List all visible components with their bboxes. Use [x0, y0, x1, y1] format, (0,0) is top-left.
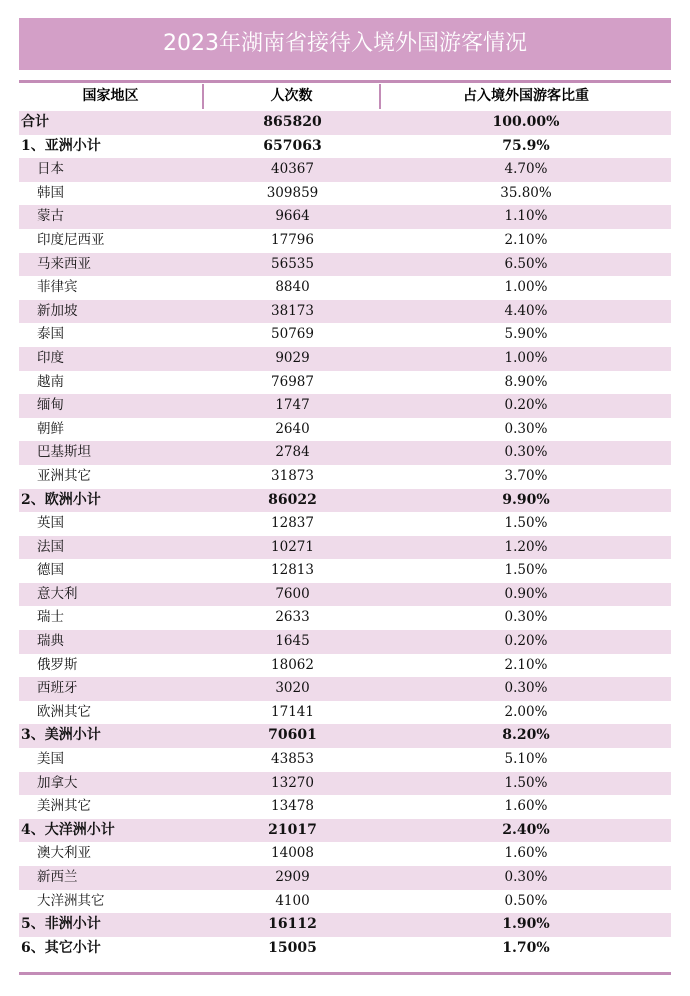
- country-cell: 6、其它小计: [21, 939, 101, 956]
- count-cell: 3020: [275, 680, 310, 697]
- table-row: [19, 276, 671, 300]
- bottom-rule: [19, 972, 671, 975]
- share-cell: 0.30%: [504, 869, 548, 885]
- share-cell: 75.9%: [502, 137, 550, 154]
- share-cell: 1.00%: [504, 279, 548, 296]
- country-cell: 新西兰: [37, 869, 78, 885]
- count-cell: 1747: [275, 397, 310, 414]
- header-count: 人次数: [204, 84, 381, 109]
- share-cell: 0.20%: [504, 633, 548, 650]
- subtotal-row: [19, 937, 671, 961]
- share-cell: 2.10%: [504, 656, 548, 673]
- count-cell: 4100: [275, 892, 310, 909]
- count-cell: 2633: [275, 609, 310, 626]
- country-cell: 大洋洲其它: [37, 892, 105, 909]
- country-cell: 印度: [37, 349, 64, 366]
- share-cell: 5.90%: [504, 326, 548, 343]
- share-cell: 4.40%: [504, 302, 548, 319]
- share-cell: 6.50%: [504, 255, 548, 272]
- table-row: [19, 842, 671, 866]
- table-row: [19, 347, 671, 371]
- table-row: [19, 606, 671, 630]
- share-cell: 1.70%: [502, 939, 550, 956]
- country-cell: 澳大利亚: [37, 845, 91, 862]
- table-row: [19, 583, 671, 607]
- country-cell: 蒙古: [37, 208, 64, 225]
- table-row: [19, 323, 671, 347]
- table-row: [19, 536, 671, 560]
- country-cell: 缅甸: [37, 397, 64, 414]
- page-title: 2023年湖南省接待入境外国游客情况: [19, 18, 671, 70]
- count-cell: 21017: [268, 821, 317, 838]
- country-cell: 巴基斯坦: [37, 444, 91, 461]
- table-row: [19, 205, 671, 229]
- share-cell: 35.80%: [500, 184, 552, 201]
- count-cell: 56535: [271, 255, 314, 272]
- table-row: [19, 441, 671, 465]
- table-body: [19, 111, 671, 960]
- total-row: [19, 111, 671, 135]
- share-cell: 3.70%: [504, 467, 548, 484]
- count-cell: 16112: [268, 916, 317, 933]
- country-cell: 俄罗斯: [37, 656, 78, 673]
- country-cell: 越南: [37, 373, 64, 390]
- count-cell: 9664: [275, 208, 310, 225]
- share-cell: 2.10%: [504, 231, 548, 248]
- country-cell: 意大利: [37, 585, 78, 602]
- share-cell: 4.70%: [504, 161, 548, 178]
- country-cell: 韩国: [37, 184, 64, 201]
- country-cell: 5、非洲小计: [21, 916, 101, 933]
- count-cell: 13270: [271, 774, 314, 791]
- table-row: [19, 748, 671, 772]
- table-row: [19, 253, 671, 277]
- share-cell: 1.20%: [504, 538, 548, 555]
- count-cell: 309859: [266, 184, 319, 201]
- country-cell: 1、亚洲小计: [21, 137, 101, 154]
- share-cell: 2.40%: [502, 821, 550, 838]
- count-cell: 12837: [271, 515, 314, 532]
- country-cell: 3、美洲小计: [21, 727, 101, 744]
- count-cell: 86022: [268, 491, 317, 508]
- table-row: [19, 795, 671, 819]
- country-cell: 2、欧洲小计: [21, 491, 101, 508]
- table-row: [19, 866, 671, 890]
- count-cell: 657063: [263, 137, 322, 154]
- header-share: 占入境外国游客比重: [463, 88, 589, 104]
- share-cell: 1.60%: [504, 798, 548, 815]
- share-cell: 1.10%: [504, 208, 548, 225]
- share-cell: 9.90%: [502, 491, 550, 508]
- share-cell: 1.50%: [504, 515, 548, 532]
- share-cell: 1.90%: [502, 916, 550, 933]
- subtotal-row: [19, 724, 671, 748]
- share-cell: 0.20%: [504, 397, 548, 414]
- share-cell: 5.10%: [504, 751, 548, 768]
- share-cell: 8.20%: [502, 727, 550, 744]
- country-cell: 瑞典: [37, 633, 64, 650]
- top-rule: [19, 80, 671, 83]
- country-cell: 加拿大: [37, 774, 78, 791]
- share-cell: 0.30%: [504, 680, 548, 697]
- count-cell: 865820: [263, 114, 322, 130]
- count-cell: 40367: [271, 161, 314, 178]
- table-row: [19, 418, 671, 442]
- share-cell: 1.50%: [504, 562, 548, 579]
- table-row: [19, 677, 671, 701]
- country-cell: 欧洲其它: [37, 703, 91, 720]
- country-cell: 美洲其它: [37, 798, 91, 815]
- table-row: [19, 559, 671, 583]
- country-cell: 泰国: [37, 326, 64, 343]
- share-cell: 0.30%: [504, 420, 548, 437]
- table-row: [19, 654, 671, 678]
- subtotal-row: [19, 913, 671, 937]
- country-cell: 马来西亚: [37, 255, 91, 272]
- share-cell: 0.30%: [504, 444, 548, 461]
- count-cell: 50769: [271, 326, 314, 343]
- table-row: [19, 371, 671, 395]
- country-cell: 合计: [21, 114, 49, 130]
- table-row: [19, 158, 671, 182]
- country-cell: 美国: [37, 751, 64, 768]
- count-cell: 13478: [271, 798, 314, 815]
- table-row: [19, 229, 671, 253]
- count-cell: 9029: [275, 349, 310, 366]
- country-cell: 印度尼西亚: [37, 231, 105, 248]
- country-cell: 英国: [37, 515, 64, 532]
- country-cell: 新加坡: [37, 302, 78, 319]
- table-row: [19, 701, 671, 725]
- share-cell: 1.50%: [504, 774, 548, 791]
- header-country: 国家地区: [19, 84, 204, 109]
- country-cell: 朝鲜: [37, 420, 64, 437]
- country-cell: 德国: [37, 562, 64, 579]
- country-cell: 法国: [37, 538, 64, 555]
- country-cell: 日本: [37, 161, 64, 178]
- country-cell: 菲律宾: [37, 279, 78, 296]
- count-cell: 17141: [271, 703, 314, 720]
- count-cell: 10271: [271, 538, 314, 555]
- table-row: [19, 182, 671, 206]
- count-cell: 14008: [271, 845, 314, 862]
- subtotal-row: [19, 489, 671, 513]
- count-cell: 38173: [271, 302, 314, 319]
- subtotal-row: [19, 135, 671, 159]
- count-cell: 15005: [268, 939, 317, 956]
- country-cell: 4、大洋洲小计: [21, 821, 115, 838]
- table-row: [19, 890, 671, 914]
- count-cell: 18062: [271, 656, 314, 673]
- count-cell: 12813: [271, 562, 314, 579]
- subtotal-row: [19, 819, 671, 843]
- count-cell: 2784: [275, 444, 310, 461]
- share-cell: 0.30%: [504, 609, 548, 626]
- share-cell: 0.90%: [504, 585, 548, 602]
- count-cell: 7600: [275, 585, 310, 602]
- count-cell: 8840: [275, 279, 310, 296]
- share-cell: 8.90%: [504, 373, 548, 390]
- share-cell: 2.00%: [504, 703, 548, 720]
- share-cell: 100.00%: [492, 114, 560, 130]
- share-cell: 1.00%: [504, 349, 548, 366]
- country-cell: 瑞士: [37, 609, 64, 626]
- table-row: [19, 300, 671, 324]
- table-row: [19, 772, 671, 796]
- count-cell: 76987: [271, 373, 314, 390]
- count-cell: 43853: [271, 751, 314, 768]
- count-cell: 2640: [275, 420, 310, 437]
- count-cell: 17796: [271, 231, 314, 248]
- table-header: [19, 84, 671, 109]
- table-row: [19, 394, 671, 418]
- count-cell: 1645: [275, 633, 310, 650]
- table-row: [19, 465, 671, 489]
- share-cell: 0.50%: [504, 892, 548, 909]
- count-cell: 70601: [268, 727, 317, 744]
- share-cell: 1.60%: [504, 845, 548, 862]
- table-row: [19, 512, 671, 536]
- count-cell: 2909: [275, 869, 310, 885]
- country-cell: 西班牙: [37, 680, 78, 697]
- table-row: [19, 630, 671, 654]
- count-cell: 31873: [271, 467, 314, 484]
- country-cell: 亚洲其它: [37, 467, 91, 484]
